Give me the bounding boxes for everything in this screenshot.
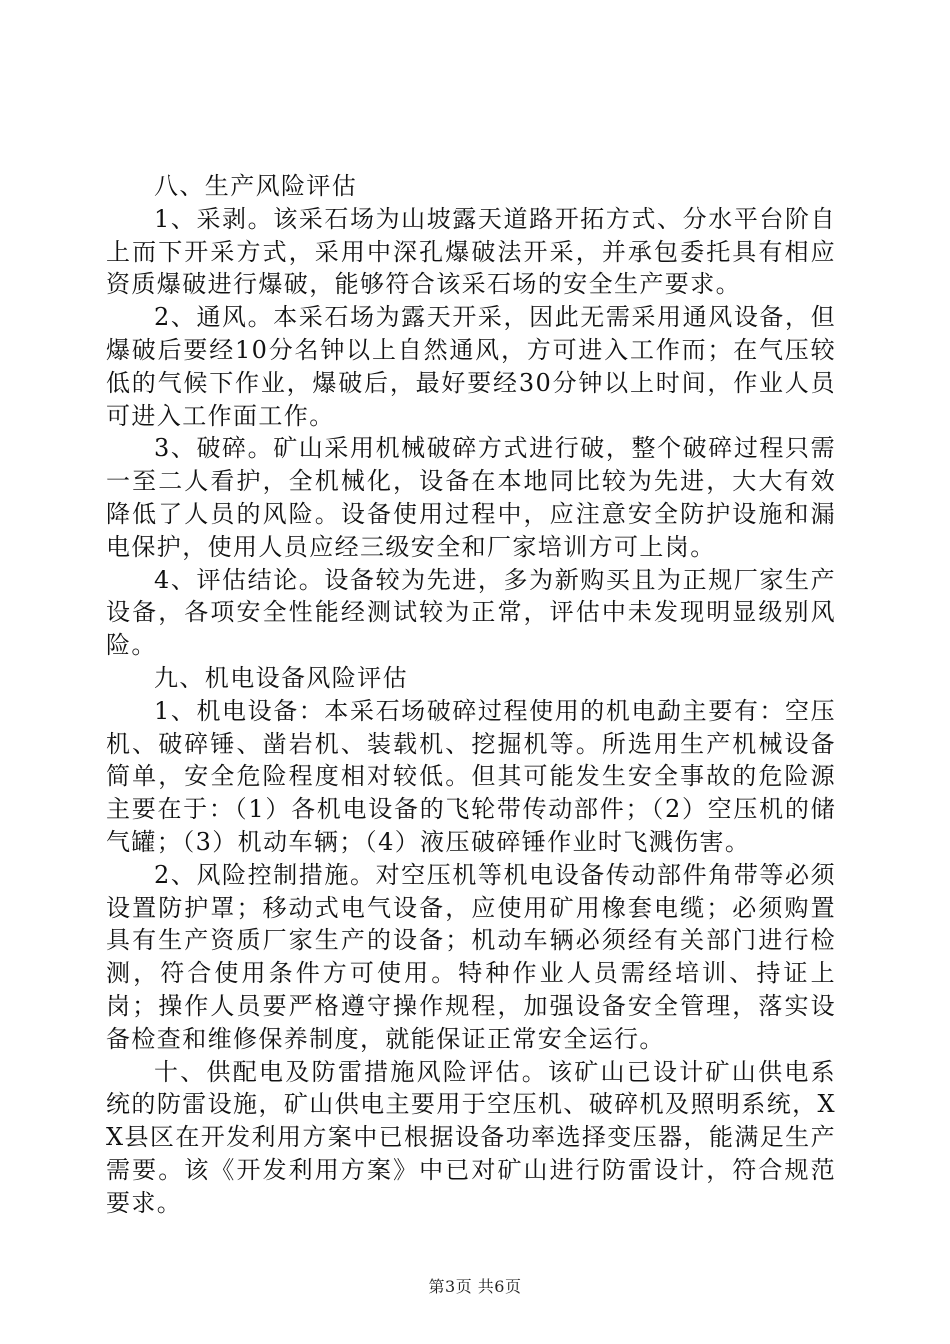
section-heading-9: 九、机电设备风险评估 [154,663,408,692]
paragraph-risk-control: 2、风险控制措施。对空压机等机电设备传动部件角带等必须设置防护罩；移动式电气设备，应使用矿用橡套电缆；必须购置具有生产资质厂家生产的设备；机动车辆必须经有关部门进行检测，符合使用条件方可使用。特种作业人员需经培训、持证上岗；操作人员要严格遵守操作规程，加强设备安全管理，落实设备检查和维修保养制度，就能保证正常安全运行。 [106,860,836,1053]
section-heading-8: 八、生产风险评估 [154,172,358,200]
paragraph-ventilation: 2、通风。本采石场为露天开采，因此无需采用通风设备，但爆破后要经10分名钟以上自然通风，方可进入工作而；在气压较低的气候下作业，爆破后，最好要经30分钟以上时间，作业人员可进入工作面工作。 [106,303,836,430]
document-body [106,170,836,1220]
paragraph-stripping: 1、采剥。该采石场为山坡露天道路开拓方式、分水平台阶自上而下开采方式，采用中深孔爆破法开采，并承包委托具有相应资质爆破进行爆破，能够符合该采石场的安全生产要求。 [106,204,836,299]
page-number-footer: 第3页 共6页 [428,1277,522,1296]
paragraph-power-lightning: 十、供配电及防雷措施风险评估。该矿山已设计矿山供电系统的防雷设施，矿山供电主要用于空压机、破碎机及照明系统，XX县区在开发利用方案中已根据设备功率选择变压器，能满足生产需要。该《开发利用方案》中已对矿山进行防雷设计，符合规范要求。 [106,1057,836,1217]
paragraph-electromechanical-equipment: 1、机电设备：本采石场破碎过程使用的机电勐主要有：空压机、破碎锤、凿岩机、装载机、挖掘机等。所选用生产机械设备简单，安全危险程度相对较低。但其可能发生安全事故的危险源主要在于：（1）各机电设备的飞轮带传动部件；（2）空压机的储气罐；（3）机动车辆；（4）液压破碎锤作业时飞溅伤害。 [106,696,836,856]
paragraph-conclusion: 4、评估结论。设备较为先进，多为新购买且为正规厂家生产设备，各项安全性能经测试较为正常，评估中未发现明显级别风险。 [106,565,836,660]
paragraph-crushing: 3、破碎。矿山采用机械破碎方式进行破，整个破碎过程只需一至二人看护，全机械化，设备在本地同比较为先进，大大有效降低了人员的风险。设备使用过程中，应注意安全防护设施和漏电保护，使用人员应经三级安全和厂家培训方可上岗。 [106,434,836,561]
